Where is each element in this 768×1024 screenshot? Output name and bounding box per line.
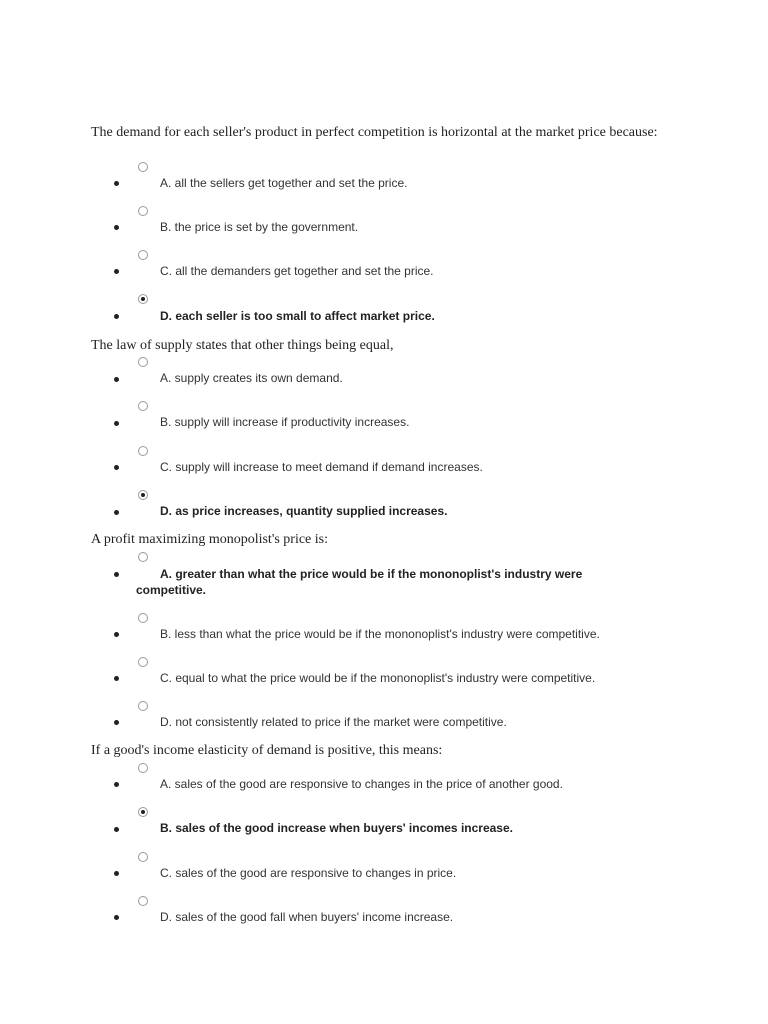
question-1-text: The demand for each seller's product in perfect competition is horizontal at the market price because: — [91, 125, 658, 140]
bullet-icon — [114, 720, 119, 725]
radio-button-q3-b[interactable] — [138, 613, 148, 623]
radio-button-q4-c[interactable] — [138, 852, 148, 862]
bullet-icon — [114, 181, 119, 186]
option-label: C. sales of the good are responsive to changes in price. — [160, 866, 457, 880]
radio-button-q4-d[interactable] — [138, 896, 148, 906]
bullet-icon — [114, 421, 119, 426]
bullet-icon — [114, 510, 119, 515]
option-label: C. all the demanders get together and set the price. — [160, 264, 434, 278]
option-label: A. sales of the good are responsive to changes in the price of another good. — [160, 777, 563, 791]
bullet-icon — [114, 676, 119, 681]
option-label: B. sales of the good increase when buyers' incomes increase. — [160, 821, 513, 835]
radio-button-q1-c[interactable] — [138, 250, 148, 260]
option-label: D. each seller is too small to affect market price. — [160, 309, 435, 323]
option-label: B. less than what the price would be if the mononoplist's industry were competitive. — [160, 627, 600, 641]
radio-button-q2-c[interactable] — [138, 446, 148, 456]
radio-button-q1-b[interactable] — [138, 206, 148, 216]
bullet-icon — [114, 915, 119, 920]
bullet-icon — [114, 314, 119, 319]
option-label: D. as price increases, quantity supplied increases. — [160, 504, 448, 518]
radio-button-q4-a[interactable] — [138, 763, 148, 773]
option-label: A. all the sellers get together and set the price. — [160, 176, 408, 190]
option-label: A. supply creates its own demand. — [160, 371, 343, 385]
radio-button-q2-d[interactable] — [138, 490, 148, 500]
question-2-text: The law of supply states that other things being equal, — [91, 338, 394, 353]
bullet-icon — [114, 632, 119, 637]
bullet-icon — [114, 871, 119, 876]
question-3-text: A profit maximizing monopolist's price is: — [91, 532, 329, 547]
option-label: D. not consistently related to price if the market were competitive. — [160, 715, 507, 729]
bullet-icon — [114, 572, 119, 577]
bullet-icon — [114, 465, 119, 470]
bullet-icon — [114, 225, 119, 230]
option-label: C. equal to what the price would be if the mononoplist's industry were competitive. — [160, 671, 596, 685]
option-label: B. supply will increase if productivity increases. — [160, 415, 410, 429]
option-label: C. supply will increase to meet demand if demand increases. — [160, 460, 483, 474]
radio-button-q3-a[interactable] — [138, 552, 148, 562]
option-label: D. sales of the good fall when buyers' income increase. — [160, 910, 454, 924]
option-label: A. greater than what the price would be if the mononoplist's industry were competitive. — [136, 567, 583, 597]
radio-button-q1-a[interactable] — [138, 162, 148, 172]
radio-button-q2-b[interactable] — [138, 401, 148, 411]
option-label: B. the price is set by the government. — [160, 220, 359, 234]
bullet-icon — [114, 377, 119, 382]
radio-button-q3-c[interactable] — [138, 657, 148, 667]
radio-button-q3-d[interactable] — [138, 701, 148, 711]
radio-button-q4-b[interactable] — [138, 807, 148, 817]
question-4-text: If a good's income elasticity of demand is positive, this means: — [91, 743, 443, 758]
bullet-icon — [114, 782, 119, 787]
radio-button-q2-a[interactable] — [138, 357, 148, 367]
radio-button-q1-d[interactable] — [138, 294, 148, 304]
bullet-icon — [114, 269, 119, 274]
bullet-icon — [114, 827, 119, 832]
